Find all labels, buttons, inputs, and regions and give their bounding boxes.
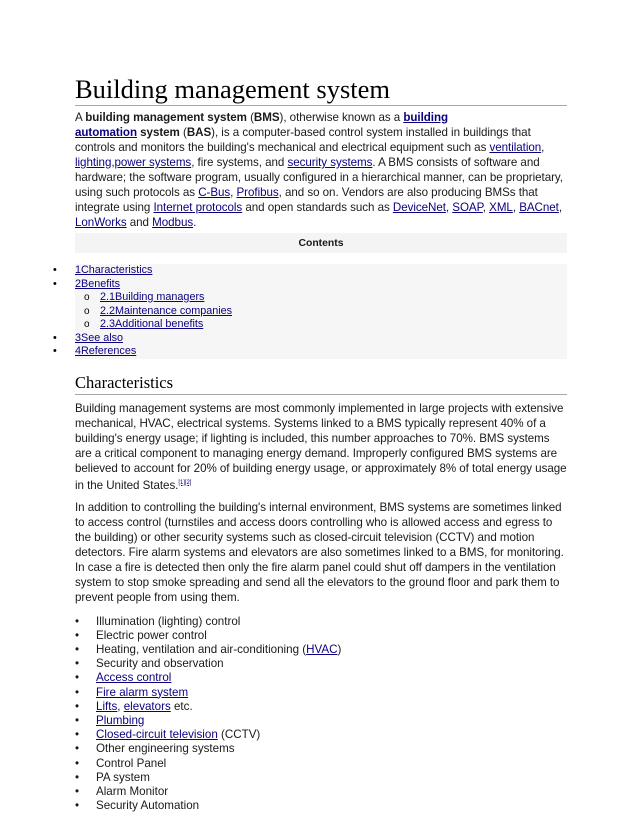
list-text: Control Panel: [96, 756, 167, 770]
list-item: [75, 643, 567, 657]
text: . A BMS consists of software and hardware; the software program, usually configured in a hierarchical manner, can be proprietary, using such protocols as: [75, 156, 563, 199]
table-of-contents: [53, 264, 567, 359]
page-title: Building management system: [75, 74, 567, 106]
link-bacnet[interactable]: BACnet: [519, 201, 559, 214]
reference-link[interactable]: [1][2]: [178, 479, 192, 486]
link-security-systems[interactable]: security systems: [287, 156, 373, 169]
text: (: [246, 111, 254, 124]
link-automation[interactable]: automation: [75, 126, 137, 139]
bold-term: BAS: [186, 126, 212, 139]
characteristics-paragraph-1: [75, 401, 567, 493]
section-heading-characteristics: Characteristics: [75, 373, 567, 395]
circle-bullet-icon: o: [84, 292, 90, 303]
link-internet-protocols[interactable]: Internet protocols: [153, 201, 243, 214]
list-item: [75, 686, 567, 700]
text: ,: [541, 141, 545, 154]
link-hvac[interactable]: HVAC: [306, 642, 338, 656]
list-text: Other engineering systems: [96, 742, 235, 756]
text: , fire systems, and: [191, 156, 288, 169]
list-item: [75, 671, 567, 685]
bullet-icon: •: [75, 685, 80, 699]
toc-link[interactable]: 2.2Maintenance companies: [100, 304, 233, 317]
toc-item-references[interactable]: [53, 345, 567, 359]
bullet-icon: •: [53, 331, 57, 344]
link-lighting[interactable]: lighting: [75, 156, 112, 169]
toc-link[interactable]: 2.3Additional benefits: [100, 318, 204, 330]
link-soap[interactable]: SOAP: [452, 201, 483, 214]
list-item: [75, 615, 567, 629]
article: [53, 74, 567, 813]
list-item: [75, 771, 567, 785]
intro-paragraph: [75, 110, 567, 230]
toc-item-building-managers[interactable]: [75, 291, 567, 305]
toc-item-maintenance-companies[interactable]: [75, 305, 567, 319]
link-ventilation[interactable]: ventilation: [489, 141, 542, 154]
bold-term: system: [136, 126, 180, 139]
bullet-icon: •: [75, 784, 80, 798]
text: A: [75, 111, 86, 124]
list-text: Electric power control: [96, 628, 207, 642]
list-text: (CCTV): [217, 728, 261, 742]
text: ), otherwise known as a: [279, 111, 404, 124]
list-item: [75, 629, 567, 643]
systems-list: [75, 615, 567, 814]
list-text: ): [337, 642, 342, 656]
text: ,: [482, 201, 490, 214]
circle-bullet-icon: o: [84, 319, 90, 330]
bullet-icon: •: [75, 628, 80, 642]
bullet-icon: •: [75, 699, 80, 713]
bullet-icon: •: [75, 770, 80, 784]
bullet-icon: •: [75, 642, 80, 656]
toc-link[interactable]: 4References: [75, 345, 137, 357]
bullet-icon: •: [75, 713, 80, 727]
text: Building management systems are most commonly implemented in large projects with extensive mechanical, HVAC, electrical systems. Systems linked to a BMS typically represent 40% of a building's energy usage; if lighting is included, this number approaches to 70%. BMS systems are a critical component to managing energy demand. Improperly configured BMS systems are believed to account for 20% of building energy usage, or approximately 8% of total energy usage in the United States.: [75, 401, 567, 492]
list-text: PA system: [96, 770, 150, 784]
link-plumbing[interactable]: Plumbing: [96, 713, 145, 727]
list-text: Security and observation: [96, 657, 224, 671]
characteristics-paragraph-2: In addition to controlling the building's internal environment, BMS systems are sometimes linked to access control (turnstiles and access doors controlling who is allowed access and egress to the building) or other security systems such as closed-circuit television (CCTV) and motion detectors. Fire alarm systems and elevators are also sometimes linked to a BMS, for monitoring. In case a fire is detected then only the fire alarm panel could shut off dampers in the ventilation system to stop smoke spreading and send all the elevators to the ground floor and park them to prevent people from using them.: [75, 500, 564, 604]
toc-item-additional-benefits[interactable]: [75, 318, 567, 332]
toc-item-characteristics[interactable]: [53, 264, 567, 278]
link-fire-alarm-system[interactable]: Fire alarm system: [96, 685, 189, 699]
circle-bullet-icon: o: [84, 305, 90, 317]
link-lifts[interactable]: Lifts: [96, 699, 118, 713]
text: ,: [230, 186, 237, 199]
toc-link[interactable]: 2.1Building managers: [100, 291, 205, 303]
toc-link[interactable]: 2Benefits: [75, 277, 121, 290]
bullet-icon: •: [75, 799, 80, 813]
list-text: Security Automation: [96, 799, 200, 813]
bullet-icon: •: [75, 614, 80, 628]
list-item: [75, 757, 567, 771]
contents-heading: Contents: [75, 233, 567, 253]
bold-term: building management system: [85, 111, 247, 124]
list-item: [75, 785, 567, 799]
text: .: [193, 216, 197, 229]
bullet-icon: •: [75, 756, 80, 770]
text: ,: [111, 156, 115, 169]
link-power-systems[interactable]: power systems: [114, 156, 192, 169]
bullet-icon: •: [75, 657, 80, 671]
link-xml[interactable]: XML: [489, 201, 513, 214]
list-text: Heating, ventilation and air-conditioning (: [96, 642, 307, 656]
bold-term: BMS: [253, 111, 280, 124]
text: ), is a computer-based control system installed in buildings that controls and monitors the building's mechanical and electrical equipment such as: [75, 126, 531, 154]
text: and: [126, 216, 153, 229]
link-modbus[interactable]: Modbus: [152, 216, 194, 229]
link-building[interactable]: building: [403, 111, 449, 124]
list-item: [75, 700, 567, 714]
text: ,: [445, 201, 453, 214]
list-text: Alarm Monitor: [96, 784, 169, 798]
toc-item-benefits[interactable]: [53, 277, 567, 292]
toc-link[interactable]: 3See also: [75, 331, 124, 344]
list-item: [75, 728, 567, 742]
bullet-icon: •: [53, 345, 57, 357]
list-text: etc.: [170, 699, 193, 713]
list-item: [75, 799, 567, 813]
text: , and so on. Vendors are also producing BMSs that integrate using: [75, 186, 538, 214]
list-item: [75, 714, 567, 728]
link-profibus[interactable]: Profibus: [236, 186, 279, 199]
toc-item-see-also[interactable]: [53, 331, 567, 346]
text: and open standards such as: [242, 201, 393, 214]
bullet-icon: •: [75, 671, 80, 685]
text: (: [179, 126, 187, 139]
bullet-icon: •: [75, 728, 80, 742]
text: ,: [512, 201, 520, 214]
link-devicenet[interactable]: DeviceNet: [392, 201, 446, 214]
link-elevators[interactable]: elevators: [123, 699, 171, 713]
bullet-icon: •: [53, 264, 57, 276]
list-text: ,: [117, 699, 124, 713]
list-item: [75, 742, 567, 756]
link-cbus[interactable]: C-Bus: [198, 186, 231, 199]
link-access-control[interactable]: Access control: [96, 671, 172, 685]
link-cctv[interactable]: Closed-circuit television: [96, 728, 218, 742]
toc-link[interactable]: 1Characteristics: [75, 264, 153, 276]
list-text: Illumination (lighting) control: [96, 614, 241, 628]
text: ,: [558, 201, 563, 214]
list-item: [75, 657, 567, 671]
link-lonworks[interactable]: LonWorks: [75, 216, 127, 229]
bullet-icon: •: [53, 277, 57, 290]
bullet-icon: •: [75, 742, 80, 756]
